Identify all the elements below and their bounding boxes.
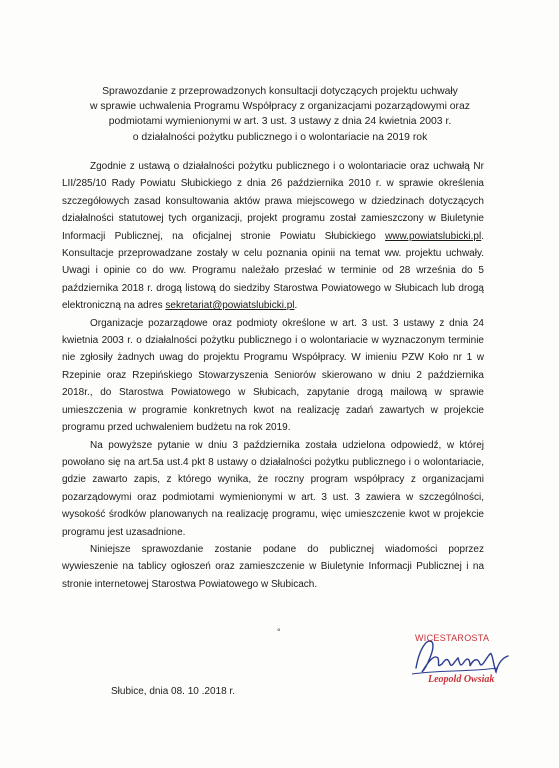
title-line: podmiotami wymienionymi w art. 3 ust. 3 ustawy z dnia 24 kwietnia 2003 r.: [108, 116, 452, 128]
title-line: w sprawie uchwalenia Programu Współpracy z organizacjami pozarządowymi oraz: [90, 101, 470, 113]
paragraph-publication: Niniejsze sprawozdanie zostanie podane do publicznej wiadomości poprzez wywieszenie na tablicy ogłoszeń oraz zamieszczenie w Biuletynie Informacji Publicznej i na stronie internetowej Starostwa Powiatowego w Słubicach.: [62, 543, 484, 590]
stamp-title: WICESTAROSTA: [415, 633, 490, 643]
email-link[interactable]: sekretariat@powiatslubicki.pl: [165, 300, 295, 312]
paragraph-text: . Konsultacje przeprowadzane zostały w celu poznania opinii na temat ww. projektu uchwały. Uwagi i opinie co do ww. Programu należało przesłać w terminie od 28 września do 5 października 2018 r. drogą listową do siedziby Starostwa Powiatowego w Słubicach lub drogą elektroniczną na adres: [62, 230, 484, 312]
title-line: Sprawozdanie z przeprowadzonych konsultacji dotyczących projektu uchwały: [102, 86, 458, 97]
paragraph-response: Na powyższe pytanie w dniu 3 października została udzielona odpowiedź, w której powołano się na art.5a ust.4 pkt 8 ustawy o działalności pożytku publicznego i o wolontariacie, gdzie zawarto zapis, z którego wynika, że roczny program współpracy z organizacjami pozarządowymi oraz podmiotami wymienionymi w art. 3 ust. 3 zawiera w szczególności, wysokość środków planowanych na realizację programu, więc umieszczenie kwot w projekcie programu jest uzasadnione.: [62, 439, 484, 538]
document-title: [50, 84, 510, 145]
small-mark: °: [277, 627, 281, 637]
document-body: [62, 158, 484, 593]
website-link[interactable]: www.powiatslubicki.pl: [385, 230, 482, 242]
paragraph-text: Zgodnie z ustawą o działalności pożytku publicznego i o wolontariacie oraz uchwałą Nr LII/285/10 Rady Powiatu Słubickiego z dnia 26 października 2010 r. w sprawie określenia szczegółowych zasad konsultowania aktów prawa miejscowego w dziedzinach dotyczących działalności statutowej tych organizacji, projekt programu został zamieszczony w Biuletynie Informacji Publicznej, na oficjalnej stronie Powiatu Słubickiego: [62, 161, 484, 242]
stamp-name: Leopold Owsiak: [428, 674, 495, 685]
paragraph-organizations: Organizacje pozarządowe oraz podmioty określone w art. 3 ust. 3 ustawy z dnia 24 kwietnia 2003 r. o działalności pożytku publicznego i o wolontariacie w wyznaczonym terminie nie zgłosiły żadnych uwag do projektu Programu Współpracy. W imieniu PZW Koło nr 1 w Rzepinie oraz Rzepińskiego Stowarzyszenia Seniorów skierowano w dniu 2 października 2018r., do Starostwa Powiatowego w Słubicach, zapytanie drogą mailową w sprawie umieszczenia w programie konkretnych kwot na realizację zadań zawartych w projekcie programu przed uchwaleniem budżetu na rok 2019.: [62, 317, 484, 434]
document-date: Słubice, dnia 08. 10 .2018 r.: [111, 686, 235, 697]
paragraph-text: .: [294, 300, 298, 312]
title-line: o działalności pożytku publicznego i o wolontariacie na 2019 rok: [132, 131, 428, 143]
paragraph-consultation: [62, 158, 484, 315]
